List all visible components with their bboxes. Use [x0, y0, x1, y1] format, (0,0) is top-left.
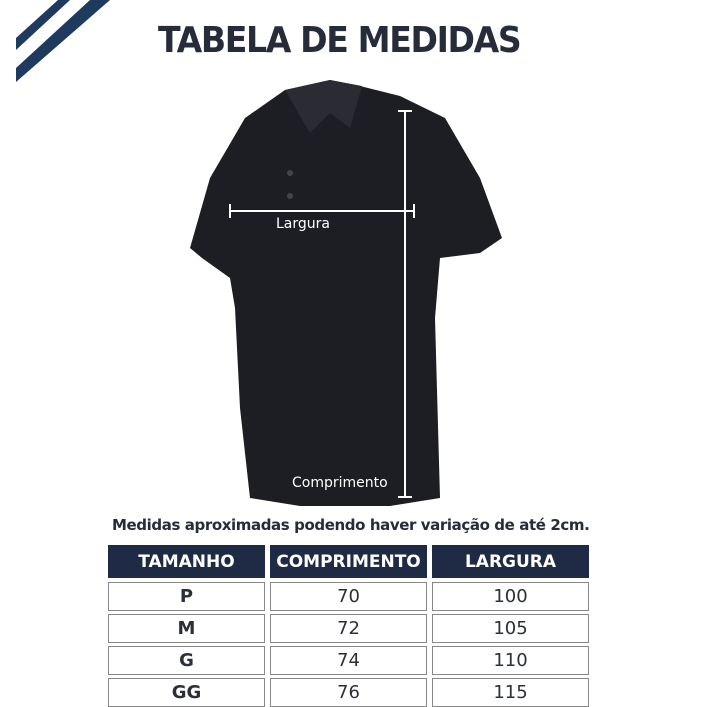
polo-shirt-image: [190, 78, 510, 508]
size-cell: M: [108, 614, 265, 643]
width-cell: 115: [432, 678, 589, 707]
header-length: COMPRIMENTO: [270, 545, 427, 578]
size-cell: P: [108, 582, 265, 611]
length-cell: 72: [270, 614, 427, 643]
header-size: TAMANHO: [108, 545, 265, 578]
length-label: Comprimento: [292, 475, 388, 491]
width-cell: 105: [432, 614, 589, 643]
width-cell: 100: [432, 582, 589, 611]
width-cell: 110: [432, 646, 589, 675]
measurement-note: Medidas aproximadas podendo haver variação de até 2cm.: [112, 516, 590, 534]
length-cell: 76: [270, 678, 427, 707]
length-cell: 74: [270, 646, 427, 675]
size-cell: GG: [108, 678, 265, 707]
size-cell: G: [108, 646, 265, 675]
width-label: Largura: [276, 216, 330, 232]
decorative-stripes: [0, 0, 110, 85]
page-title: TABELA DE MEDIDAS: [158, 20, 521, 61]
length-cell: 70: [270, 582, 427, 611]
header-width: LARGURA: [432, 545, 589, 578]
